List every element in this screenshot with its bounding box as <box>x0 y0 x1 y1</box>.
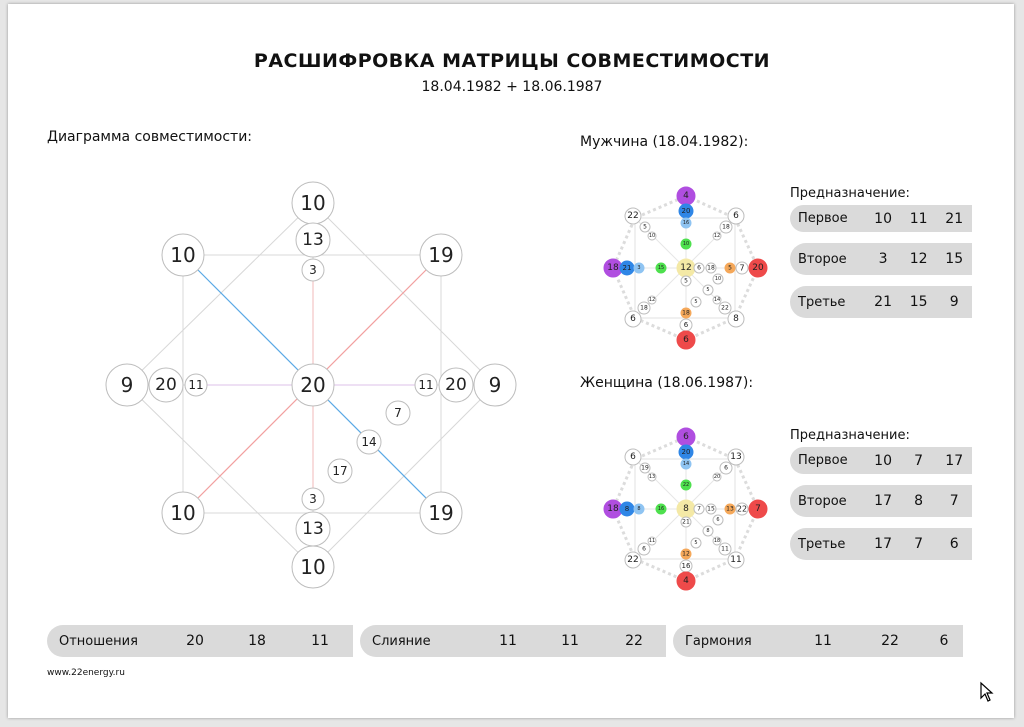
left-mid-value: 20 <box>155 375 177 395</box>
woman-purpose-row <box>790 447 972 474</box>
bar-label: Отношения <box>59 633 138 649</box>
top-4-value: 10 <box>682 241 690 247</box>
row-value: 7 <box>949 493 959 509</box>
inner-3-value: 5 <box>694 540 698 546</box>
man-matrix <box>601 184 771 354</box>
top-3-value: 14 <box>682 461 690 467</box>
compatibility-diagram <box>100 170 580 610</box>
man-purpose-row <box>790 286 972 318</box>
bottom-4-value: 21 <box>682 518 690 526</box>
corner-br-2-value: 11 <box>721 545 729 553</box>
row-value: 15 <box>945 251 964 267</box>
woman-purpose-row <box>790 485 972 517</box>
right-mid-value: 20 <box>445 375 467 395</box>
left-2-value: 21 <box>622 264 632 272</box>
row-value: 10 <box>874 210 892 227</box>
bar-label: Гармония <box>685 633 752 649</box>
left-inner-value: 11 <box>188 378 204 392</box>
bottom-inner-value: 3 <box>309 492 317 506</box>
right-2-value: 5 <box>728 264 732 272</box>
bottom-3-value: 12 <box>682 550 690 558</box>
center-value: 12 <box>680 263 692 273</box>
bar-harmony <box>673 625 963 657</box>
bottom-left-value: 10 <box>170 501 196 525</box>
bottom-mid-value: 13 <box>302 519 324 539</box>
row-value: 3 <box>878 251 888 267</box>
center-value: 20 <box>300 373 326 397</box>
corner-tl-3-value: 10 <box>648 233 656 239</box>
corner-bl-3-value: 11 <box>648 538 656 544</box>
left-value: 18 <box>607 263 619 273</box>
corner-bl-2-value: 18 <box>640 304 648 312</box>
right-outer-value: 9 <box>488 373 502 397</box>
bar-fusion <box>360 625 666 657</box>
top-right-value: 19 <box>428 243 454 267</box>
diag-3-value: 17 <box>332 464 348 478</box>
inner-2-value: 8 <box>706 528 710 534</box>
man-purpose-row <box>790 205 972 232</box>
left-3-value: 8 <box>637 506 641 512</box>
corner-tr-value: 13 <box>730 452 742 462</box>
corner-tr-2-value: 6 <box>724 464 728 472</box>
woman-matrix <box>601 425 771 595</box>
row-label: Второе <box>798 251 847 267</box>
left-value: 18 <box>607 504 619 514</box>
row-label: Первое <box>798 211 848 226</box>
right-1b-value: 7 <box>739 263 745 273</box>
inner-2-value: 5 <box>706 287 710 293</box>
row-value: 17 <box>945 452 964 469</box>
right-1b-value: 22 <box>736 504 748 514</box>
top-mid-value: 13 <box>302 230 324 250</box>
left-3-value: 3 <box>637 265 641 271</box>
man-label: Мужчина (18.04.1982): <box>580 134 749 150</box>
row-value: 17 <box>874 493 892 509</box>
top-value: 4 <box>683 191 689 201</box>
bottom-outer-value: 10 <box>300 555 326 579</box>
diag-2-value: 14 <box>361 435 377 449</box>
woman-purpose-row <box>790 528 972 560</box>
inner-1-value: 6 <box>716 517 720 523</box>
row-label: Второе <box>798 493 847 509</box>
row-label: Третье <box>798 294 846 310</box>
diag-1-value: 7 <box>394 406 402 420</box>
row-label: Первое <box>798 453 848 468</box>
bottom-value: 6 <box>683 335 689 345</box>
corner-tl-value: 6 <box>630 452 636 462</box>
corner-bl-value: 6 <box>630 314 636 324</box>
left-4-value: 15 <box>657 265 665 271</box>
corner-tr-3-value: 12 <box>713 233 721 239</box>
corner-br-2-value: 22 <box>721 304 729 312</box>
corner-tr-2-value: 18 <box>722 223 730 231</box>
corner-br-3-value: 14 <box>713 297 721 303</box>
right-2-value: 13 <box>726 505 734 513</box>
bar-value: 11 <box>561 633 579 649</box>
row-value: 10 <box>874 452 892 469</box>
left-2-value: 8 <box>624 505 630 513</box>
corner-tl-2-value: 5 <box>643 223 647 231</box>
corner-br-3-value: 18 <box>713 538 721 544</box>
right-3-value: 15 <box>707 505 715 513</box>
bar-value: 11 <box>499 633 517 649</box>
row-value: 15 <box>909 294 928 310</box>
bottom-right-value: 19 <box>428 501 454 525</box>
corner-bl-value: 22 <box>627 555 639 565</box>
page-title: РАСШИФРОВКА МАТРИЦЫ СОВМЕСТИМОСТИ <box>253 50 771 72</box>
bar-value: 11 <box>814 633 832 649</box>
bar-value: 22 <box>881 633 899 649</box>
top-2-value: 20 <box>681 207 691 215</box>
corner-bl-3-value: 12 <box>648 297 656 303</box>
mouse-cursor-icon <box>980 682 994 702</box>
right-value: 20 <box>752 263 764 273</box>
bottom-3-value: 18 <box>682 309 690 317</box>
bar-value: 22 <box>625 633 643 649</box>
bottom-4-value: 5 <box>684 277 688 285</box>
row-value: 9 <box>949 294 959 310</box>
bottom-value: 4 <box>683 576 689 586</box>
right-4-value: 7 <box>697 505 701 513</box>
inner-3-value: 5 <box>694 299 698 305</box>
woman-purpose-title: Предназначение: <box>790 428 910 443</box>
bottom-2-value: 6 <box>683 321 689 329</box>
bar-label: Слияние <box>372 633 431 649</box>
right-3-value: 18 <box>707 264 715 272</box>
row-value: 7 <box>914 536 924 552</box>
top-inner-value: 3 <box>309 263 317 277</box>
row-value: 21 <box>874 294 892 310</box>
bottom-2-value: 16 <box>681 562 691 570</box>
corner-tl-value: 22 <box>627 211 639 221</box>
corner-tr-value: 6 <box>733 211 739 221</box>
row-value: 6 <box>949 536 959 552</box>
top-outer-value: 10 <box>300 191 326 215</box>
top-4-value: 22 <box>682 482 690 488</box>
bar-value: 18 <box>248 633 266 649</box>
corner-bl-2-value: 6 <box>642 545 646 553</box>
woman-label: Женщина (18.06.1987): <box>580 375 754 391</box>
man-purpose <box>790 186 972 329</box>
row-value: 11 <box>909 210 928 227</box>
footer-url: www.22energy.ru <box>47 668 125 678</box>
top-2-value: 20 <box>681 448 691 456</box>
inner-1-value: 10 <box>714 276 722 282</box>
row-label: Третье <box>798 536 846 552</box>
corner-tr-3-value: 20 <box>713 474 721 480</box>
top-left-value: 10 <box>170 243 196 267</box>
top-value: 6 <box>683 432 689 442</box>
left-outer-value: 9 <box>120 373 134 397</box>
center-value: 8 <box>683 504 689 514</box>
row-value: 17 <box>874 536 892 552</box>
row-value: 7 <box>914 452 924 469</box>
right-inner-value: 11 <box>418 378 434 392</box>
corner-tl-2-value: 19 <box>641 464 649 472</box>
diagram-label: Диаграмма совместимости: <box>47 129 253 145</box>
page-dates: 18.04.1982 + 18.06.1987 <box>421 79 603 95</box>
right-4-value: 6 <box>697 264 701 272</box>
man-purpose-row <box>790 243 972 275</box>
top-3-value: 16 <box>682 220 690 226</box>
row-value: 12 <box>909 251 928 267</box>
corner-br-value: 11 <box>730 555 742 565</box>
corner-tl-3-value: 13 <box>648 474 656 480</box>
corner-br-value: 8 <box>733 314 739 324</box>
right-value: 7 <box>755 504 761 514</box>
man-purpose-title: Предназначение: <box>790 186 910 201</box>
row-value: 8 <box>914 493 924 509</box>
bar-relations <box>47 625 353 657</box>
row-value: 21 <box>945 210 964 227</box>
woman-purpose <box>790 428 972 571</box>
bar-value: 6 <box>939 633 949 649</box>
bar-value: 11 <box>311 633 329 649</box>
bar-value: 20 <box>186 633 204 649</box>
left-4-value: 16 <box>657 506 665 512</box>
